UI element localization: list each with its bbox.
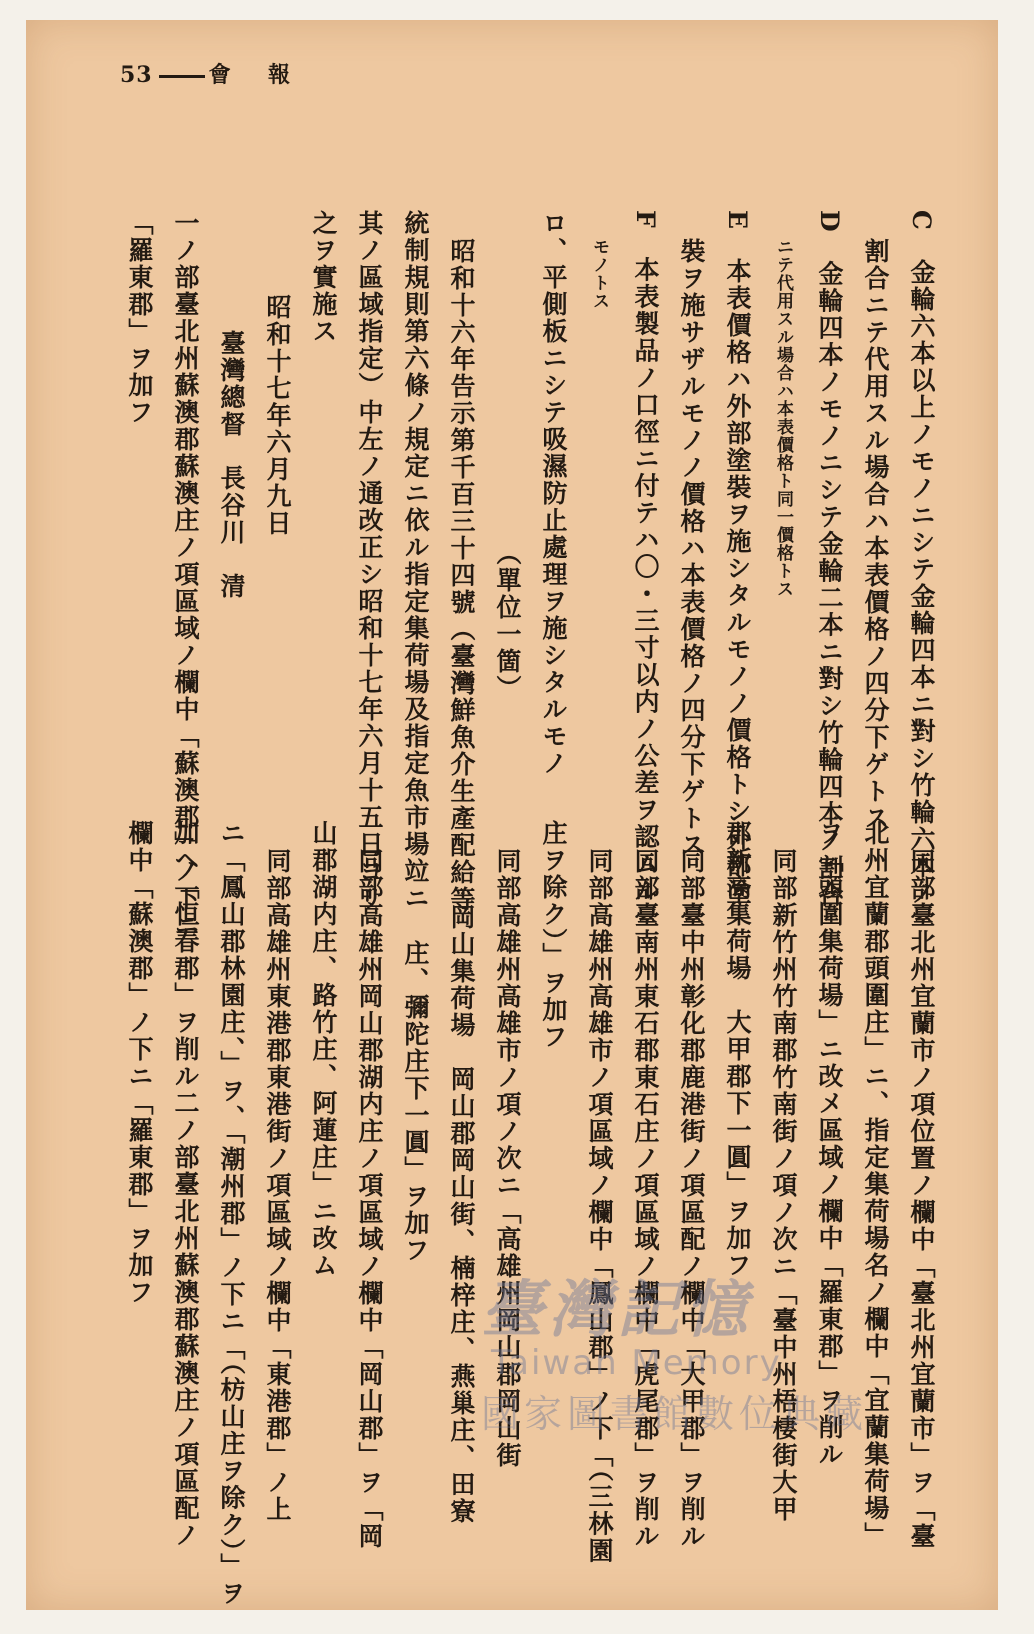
- text-column: 割合ニテ代用スル場合ハ本表價格ノ四分下ゲトス: [861, 238, 890, 832]
- document-page: [26, 20, 998, 1610]
- text-column: 北州宜蘭郡頭圍庄」ニ、指定集荷場名ノ欄中「宜蘭集荷場」: [861, 820, 890, 1549]
- text-column: E 本表價格ハ外部塗裝ヲ施シタルモノノ價格トシ外部塗: [723, 210, 752, 907]
- text-column: 庄、彌陀庄下一圓」ヲ加フ: [401, 940, 430, 1264]
- text-column: 昭和十七年六月九日: [263, 294, 292, 537]
- text-column: 山郡湖内庄、路竹庄、阿蓮庄」ニ改ム: [309, 820, 338, 1279]
- text-column: 庄ヲ除ク）」ヲ加フ: [539, 820, 568, 1051]
- text-column: ニ「鳳山郡林園庄、」ヲ、「潮州郡」ノ下ニ「（枋山庄ヲ除ク）」ヲ: [217, 820, 246, 1607]
- page-number: 53: [120, 62, 153, 88]
- text-column: D 金輪四本ノモノニシテ金輪二本ニ對シ竹輪四本ノ割合: [815, 210, 844, 909]
- watermark-library: 國家圖書館數位典藏: [481, 1392, 869, 1436]
- text-column: 「羅東郡」ヲ加フ: [125, 210, 154, 426]
- text-column: 其ノ區域指定）中左ノ通改正シ昭和十七年六月十五日ヨリ: [355, 210, 384, 912]
- text-column: 同部臺北州宜蘭市ノ項位置ノ欄中「臺北州宜蘭市」ヲ「臺: [907, 848, 936, 1550]
- text-column: 一ノ部臺北州蘇澳郡蘇澳庄ノ項區域ノ欄中「蘇澳郡」ノ下ニ: [171, 210, 200, 939]
- header-title-1: 會: [208, 62, 232, 88]
- watermark-english: Taiwan Memory: [491, 1343, 782, 1383]
- text-column: 郡新高集荷場 大甲郡下一圓」ヲ加フ: [723, 820, 752, 1279]
- text-column: 之ヲ實施ス: [309, 210, 338, 345]
- text-column: 加ヘ「恒春郡」ヲ削ル二ノ部臺北州蘇澳郡蘇澳庄ノ項區配ノ: [171, 820, 200, 1549]
- text-column: C 金輪六本以上ノモノニシテ金輪四本ニ對シ竹輪六本ノ: [907, 210, 936, 907]
- text-column: ヲ「頭圍集荷場」ニ改メ區域ノ欄中「羅東郡」ヲ削ル: [815, 820, 844, 1468]
- text-column: 岡山集荷場 岡山郡岡山街、楠梓庄、燕巢庄、田寮: [447, 904, 476, 1525]
- text-column: モノトス: [589, 238, 609, 310]
- text-column: 同部臺南州東石郡東石庄ノ項區域ノ欄中「虎尾郡」ヲ削ル: [631, 848, 660, 1550]
- text-column: ロ、平側板ニシテ吸濕防止處理ヲ施シタルモノ: [539, 210, 568, 777]
- text-column: 昭和十六年告示第千百三十四號（臺灣鮮魚介生產配給等: [447, 238, 476, 913]
- text-column: 欄中「蘇澳郡」ノ下ニ「羅東郡」ヲ加フ: [125, 820, 154, 1306]
- text-column: 同部高雄州高雄市ノ項區域ノ欄中「鳳山郡」ノ下「（三林園: [585, 848, 614, 1565]
- text-column: 同部高雄州東港郡東港街ノ項區域ノ欄中「東港郡」ノ上: [263, 848, 292, 1523]
- text-column: 同部新竹州竹南郡竹南街ノ項ノ次ニ「臺中州梧棲街大甲: [769, 848, 798, 1523]
- text-column: F 本表製品ノ口徑ニ付テハ〇・三寸以内ノ公差ヲ認ムル: [631, 210, 660, 905]
- text-column: 統制規則第六條ノ規定ニ依ル指定集荷場及指定魚市場竝ニ: [401, 210, 430, 912]
- text-column: 同部臺中州彰化郡鹿港街ノ項區配ノ欄中「大甲郡」ヲ削ル: [677, 848, 706, 1550]
- text-column: 同部高雄州岡山郡湖内庄ノ項區域ノ欄中「岡山郡」ヲ「岡: [355, 848, 384, 1550]
- text-column: 臺灣總督 長谷川 清: [217, 330, 246, 600]
- text-column: 同部高雄州高雄市ノ項ノ次ニ「高雄州岡山郡岡山街: [493, 848, 522, 1469]
- text-column: （單位一箇）: [493, 540, 522, 702]
- header-rule: [159, 75, 205, 78]
- header-title-2: 報: [268, 62, 292, 88]
- lower-text-block: [116, 820, 944, 1607]
- text-column: ニテ代用スル場合ハ本表價格ト同一價格トス: [773, 238, 793, 598]
- page-header: [120, 58, 292, 89]
- watermark-logo-text: 臺灣記憶: [481, 1273, 754, 1346]
- text-column: 裝ヲ施サザルモノノ價格ハ本表價格ノ四分下ゲトス: [677, 238, 706, 859]
